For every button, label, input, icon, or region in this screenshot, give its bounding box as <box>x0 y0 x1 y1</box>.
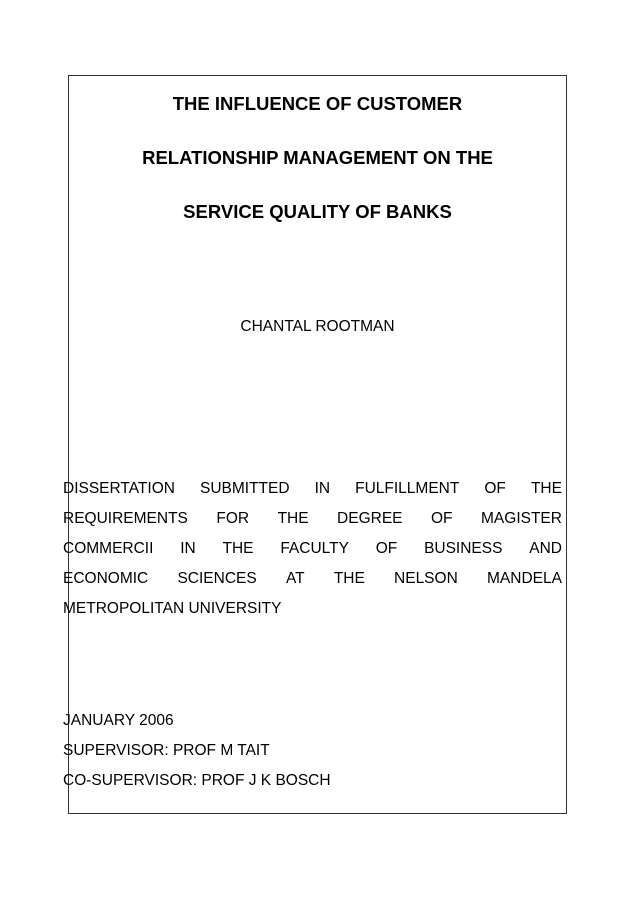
word: REQUIREMENTS <box>63 510 188 527</box>
word: BUSINESS <box>424 540 503 557</box>
word: OF <box>484 480 506 497</box>
word: AND <box>529 540 562 557</box>
word: THE <box>333 570 365 587</box>
word: IN <box>180 540 196 557</box>
title-line-2: RELATIONSHIP MANAGEMENT ON THE <box>142 147 493 168</box>
word: FULFILLMENT <box>355 480 460 497</box>
word: MAGISTER <box>481 510 562 527</box>
thesis-title <box>68 89 567 251</box>
word: FOR <box>216 510 250 527</box>
dissertation-statement <box>63 474 562 624</box>
dissertation-line-1 <box>63 474 562 504</box>
submission-date: JANUARY 2006 <box>63 712 174 729</box>
word: NELSON <box>394 570 458 587</box>
title-line-3: SERVICE QUALITY OF BANKS <box>183 201 452 222</box>
supervisor: SUPERVISOR: PROF M TAIT <box>63 742 270 759</box>
word: OF <box>375 540 398 557</box>
title-line-1: THE INFLUENCE OF CUSTOMER <box>172 93 463 114</box>
word: THE <box>277 510 309 527</box>
dissertation-line-3 <box>63 534 562 564</box>
word: SCIENCES <box>177 570 257 587</box>
word: FACULTY <box>280 540 349 557</box>
word: DEGREE <box>337 510 403 527</box>
word: AT <box>285 570 305 587</box>
word: IN <box>314 480 331 497</box>
submission-details <box>63 706 331 796</box>
dissertation-line-4 <box>63 564 562 594</box>
word: COMMERCII <box>63 540 154 557</box>
word: OF <box>431 510 453 527</box>
dissertation-line-2 <box>63 504 562 534</box>
word: THE <box>530 480 562 497</box>
word: MANDELA <box>487 570 562 587</box>
co-supervisor: CO-SUPERVISOR: PROF J K BOSCH <box>63 772 331 789</box>
dissertation-line-5: METROPOLITAN UNIVERSITY <box>63 600 282 617</box>
author-name: CHANTAL ROOTMAN <box>240 318 395 335</box>
word: THE <box>222 540 254 557</box>
word: DISSERTATION <box>63 480 175 497</box>
word: ECONOMIC <box>63 570 149 587</box>
word: SUBMITTED <box>200 480 290 497</box>
